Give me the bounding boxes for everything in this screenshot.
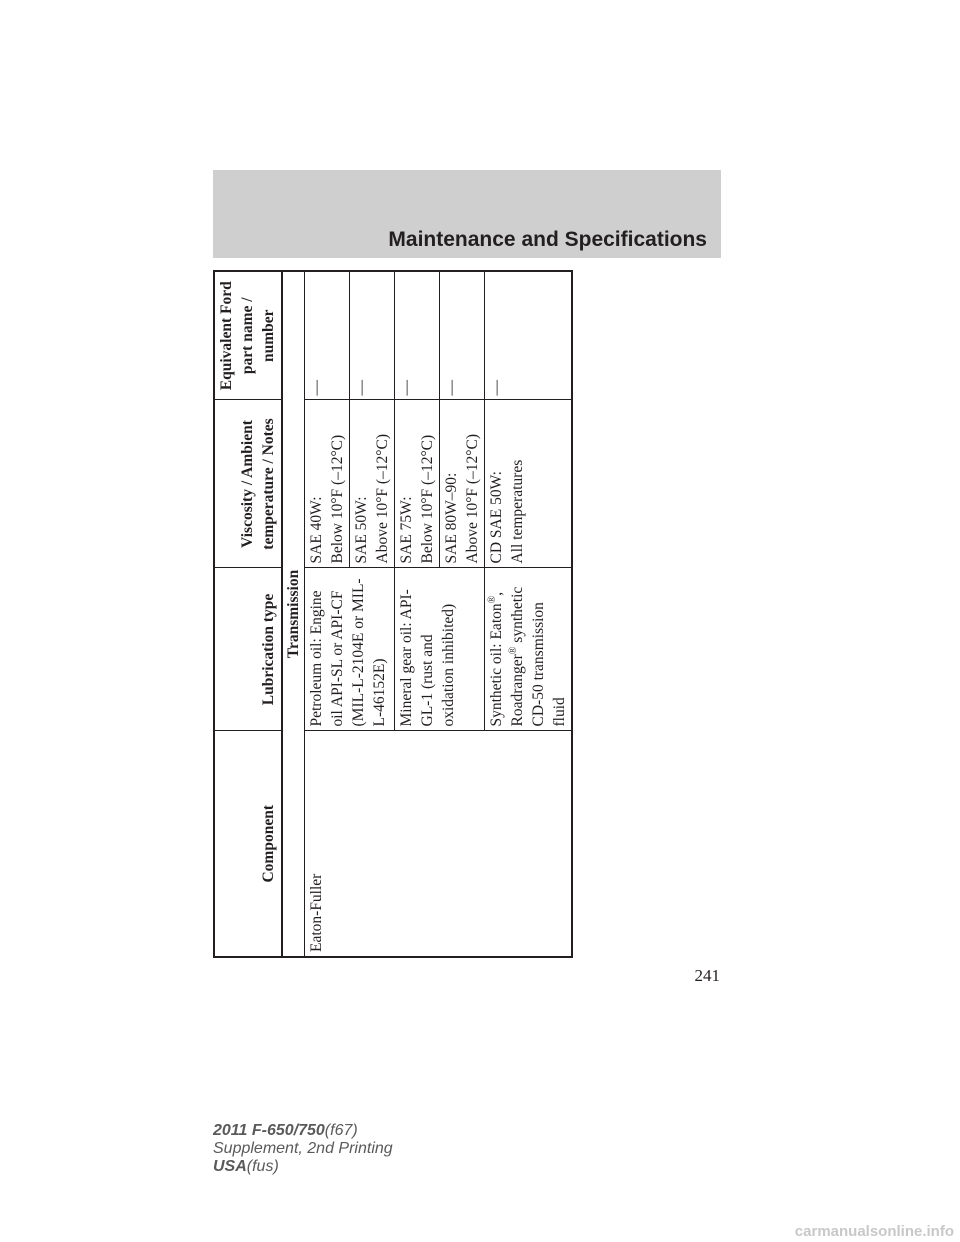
viscosity-grade: SAE 40W:	[308, 496, 325, 564]
viscosity-cell	[305, 400, 350, 568]
lubrication-cell: Mineral gear oil: API-GL-1 (rust and oxidation inhibited)	[395, 568, 485, 731]
viscosity-temperature: Below 10°F (–12°C)	[419, 434, 436, 564]
viscosity-grade: SAE 75W:	[398, 496, 415, 564]
lubrication-cell: Synthetic oil: Eaton®, Roadranger® synthetic CD-50 transmission fluid	[485, 568, 573, 731]
page-number: 241	[694, 966, 720, 985]
spec-table-container	[213, 272, 568, 958]
viscosity-grade: SAE 50W:	[353, 496, 370, 564]
viscosity-grade: SAE 80W–90:	[443, 472, 460, 564]
column-header-viscosity: Viscosity / Ambient temperature / Notes	[214, 400, 282, 568]
watermark: carmanualsonline.info	[794, 1223, 954, 1240]
footer-line-market: USA(fus)	[213, 1158, 279, 1175]
registered-mark: ®	[486, 595, 498, 604]
ford-part-cell: —	[350, 271, 395, 400]
column-header-lubrication-type: Lubrication type	[214, 568, 282, 731]
column-header-ford-part: Equivalent Ford part name / number	[214, 271, 282, 400]
section-header-title: Maintenance and Specifications	[388, 228, 707, 251]
registered-mark: ®	[507, 646, 519, 655]
lubricant-spec-table	[213, 270, 573, 958]
viscosity-temperature: Above 10°F (–12°C)	[374, 433, 391, 564]
viscosity-cell	[395, 400, 440, 568]
component-cell: Eaton-Fuller	[305, 731, 573, 957]
viscosity-temperature: All temperatures	[509, 459, 526, 564]
viscosity-temperature: Above 10°F (–12°C)	[464, 433, 481, 564]
footer-line-edition: Supplement, 2nd Printing	[213, 1140, 393, 1157]
viscosity-cell	[440, 400, 485, 568]
viscosity-cell	[350, 400, 395, 568]
footer-line-model: 2011 F-650/750(f67)	[213, 1122, 358, 1139]
ford-part-cell: —	[305, 271, 350, 400]
viscosity-temperature: Below 10°F (–12°C)	[329, 434, 346, 564]
viscosity-cell	[485, 400, 573, 568]
column-header-component: Component	[214, 731, 282, 957]
footer	[213, 1122, 393, 1176]
lubrication-cell: Petroleum oil: Engine oil API-SL or API-CF (MIL-L-2104E or MIL-L-46152E)	[305, 568, 395, 731]
ford-part-cell: —	[395, 271, 440, 400]
header-band	[213, 170, 721, 258]
section-row-transmission: Transmission	[282, 271, 305, 957]
viscosity-grade: CD SAE 50W:	[488, 471, 505, 564]
ford-part-cell: —	[485, 271, 573, 400]
ford-part-cell: —	[440, 271, 485, 400]
